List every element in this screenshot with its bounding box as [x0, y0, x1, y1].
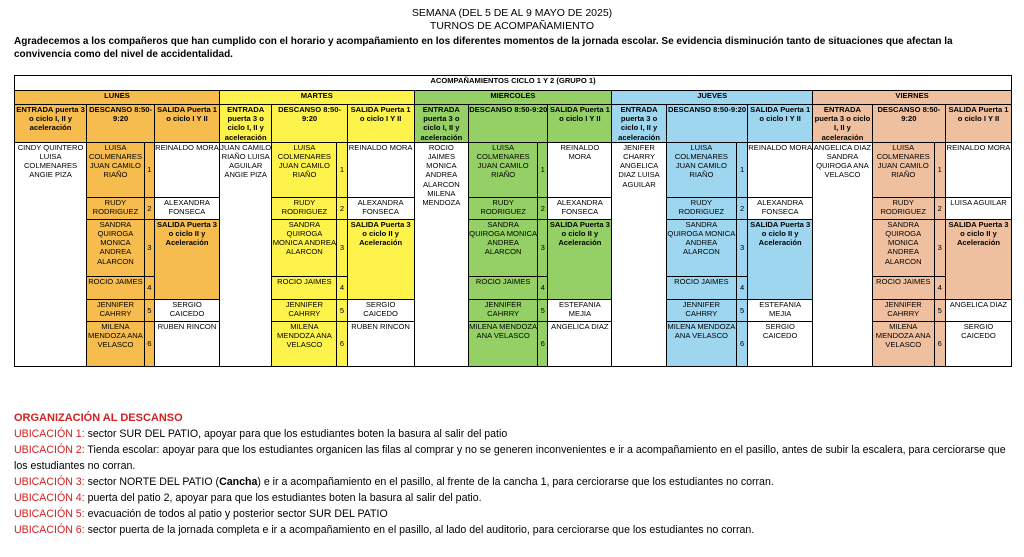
entrada-header: ENTRADA puerta 3 o ciclo I, II y aceleración [15, 105, 87, 143]
day-header-martes: MARTES [219, 91, 414, 105]
location-number: 1 [538, 142, 548, 197]
entrada-cell: JENIFER CHARRY ANGELICA DIAZ LUISA AGUILAR [612, 142, 667, 366]
location-label: UBICACIÓN 3: [14, 476, 85, 488]
location-number: 3 [144, 219, 154, 276]
salida-header: SALIDA Puerta 1 o ciclo I Y II [548, 105, 612, 143]
salida-header: SALIDA Puerta 1 o ciclo I Y II [347, 105, 414, 143]
descanso-header: DESCANSO 8:50-9:20 [666, 105, 747, 143]
day-header-jueves: JUEVES [612, 91, 813, 105]
salida-header: SALIDA Puerta 1 o ciclo I Y II [945, 105, 1011, 143]
descanso-cell: JENNIFER CAHRRY [872, 299, 934, 321]
descanso-cell: RUDY RODRIGUEZ [872, 197, 934, 219]
location-number: 3 [337, 219, 347, 276]
descanso-cell: ROCIO JAIMES [872, 276, 934, 299]
salida-cell: SALIDA Puerta 3 o ciclo II y Aceleración [748, 219, 813, 299]
location-number: 5 [337, 299, 347, 321]
day-header-viernes: VIERNES [813, 91, 1012, 105]
location-text: evacuación de todos al patio y posterior sector SUR DEL PATIO [87, 508, 388, 520]
descanso-cell: MILENA MENDOZA ANA VELASCO [272, 321, 337, 366]
entrada-cell: CINDY QUINTERO LUISA COLMENARES ANGIE PIZA [15, 142, 87, 366]
location-text: puerta del patio 2, apoyar para que los estudiantes boten la basura al salir del patio. [87, 492, 482, 504]
entrada-cell: JUAN CAMILO RIAÑO LUISA AGUILAR ANGIE PIZA [219, 142, 272, 366]
descanso-cell: RUDY RODRIGUEZ [469, 197, 538, 219]
location-3 [14, 474, 1014, 490]
descanso-header: DESCANSO 8:50-9:20 [272, 105, 347, 143]
location-number: 5 [538, 299, 548, 321]
location-number: 6 [736, 321, 747, 366]
descanso-header: DESCANSO 8:50-9:20 [87, 105, 155, 143]
salida-cell: SALIDA Puerta 3 o ciclo II y Aceleración [155, 219, 220, 299]
location-number: 6 [934, 321, 945, 366]
location-text: sector puerta de la jornada completa e ir a acompañamiento en el pasillo, al lado del auditorio, para cerciorarse que los estudiantes no corran. [87, 524, 755, 536]
salida-cell: REINALDO MORA [945, 142, 1011, 197]
entrada-header: ENTRADA puerta 3 o ciclo I, II y aceleración [813, 105, 873, 143]
salida-cell: ALEXANDRA FONSECA [155, 197, 220, 219]
salida-cell: SALIDA Puerta 3 o ciclo II y Aceleración [347, 219, 414, 299]
location-label: UBICACIÓN 6: [14, 524, 85, 536]
location-number: 3 [538, 219, 548, 276]
descanso-header: DESCANSO 8:50-9:20 [469, 105, 548, 143]
location-number: 2 [144, 197, 154, 219]
salida-cell: REINALDO MORA [155, 142, 220, 197]
location-number: 4 [538, 276, 548, 299]
salida-cell: RUBEN RINCON [155, 321, 220, 366]
organization-heading: ORGANIZACIÓN AL DESCANSO [14, 412, 183, 424]
descanso-cell: ROCIO JAIMES [469, 276, 538, 299]
entrada-cell: ROCIO JAIMES MONICA ANDREA ALARCON MILENA MENDOZA [414, 142, 469, 366]
location-number: 2 [736, 197, 747, 219]
salida-cell: SALIDA Puerta 3 o ciclo II y Aceleración [548, 219, 612, 299]
location-number: 1 [736, 142, 747, 197]
descanso-cell: SANDRA QUIROGA MONICA ANDREA ALARCON [87, 219, 145, 276]
day-header-miercoles: MIERCOLES [414, 91, 612, 105]
descanso-cell: SANDRA QUIROGA MONICA ANDREA ALARCON [272, 219, 337, 276]
salida-cell: ALEXANDRA FONSECA [748, 197, 813, 219]
salida-cell: REINALDO MORA [748, 142, 813, 197]
entrada-header: ENTRADA puerta 3 o ciclo I, II y aceleración [612, 105, 667, 143]
location-number: 5 [934, 299, 945, 321]
intro-text: Agradecemos a los compañeros que han cumplido con el horario y acompañamiento en los diferentes momentos de la jornada escolar. Se evidencia disminución tanto de situaciones que afectan la convivencia como del nivel de accidentalidad. [14, 36, 953, 60]
descanso-cell: ROCIO JAIMES [666, 276, 736, 299]
schedule-table [14, 75, 1012, 367]
descanso-cell: RUDY RODRIGUEZ [272, 197, 337, 219]
location-number: 2 [337, 197, 347, 219]
salida-cell: ALEXANDRA FONSECA [548, 197, 612, 219]
location-label: UBICACIÓN 2: [14, 444, 85, 456]
salida-cell: REINALDO MORA [548, 142, 612, 197]
descanso-cell: JENNIFER CAHRRY [272, 299, 337, 321]
descanso-cell: SANDRA QUIROGA MONICA ANDREA ALARCON [469, 219, 538, 276]
descanso-cell: RUDY RODRIGUEZ [666, 197, 736, 219]
entrada-header: ENTRADA puerta 3 o ciclo I, II y aceleración [414, 105, 469, 143]
location-number: 4 [736, 276, 747, 299]
salida-cell: ALEXANDRA FONSECA [347, 197, 414, 219]
location-5 [14, 506, 1014, 522]
descanso-cell: SANDRA QUIROGA MONICA ANDREA ALARCON [872, 219, 934, 276]
descanso-header: DESCANSO 8:50-9:20 [872, 105, 945, 143]
location-label: UBICACIÓN 1: [14, 428, 85, 440]
location-number: 2 [934, 197, 945, 219]
descanso-cell: ROCIO JAIMES [272, 276, 337, 299]
location-number: 6 [538, 321, 548, 366]
location-text-bold: Cancha [219, 476, 258, 488]
location-number: 1 [934, 142, 945, 197]
descanso-cell: ROCIO JAIMES [87, 276, 145, 299]
location-4 [14, 490, 1014, 506]
table-title: ACOMPAÑAMIENTOS CICLO 1 Y 2 (GRUPO 1) [15, 76, 1012, 91]
organization-section [14, 410, 1014, 538]
descanso-cell: LUISA COLMENARES JUAN CAMILO RIAÑO [87, 142, 145, 197]
salida-cell: SERGIO CAICEDO [748, 321, 813, 366]
location-number: 4 [144, 276, 154, 299]
salida-cell: ANGELICA DIAZ [548, 321, 612, 366]
salida-cell: SALIDA Puerta 3 o ciclo II y Aceleración [945, 219, 1011, 299]
descanso-cell: LUISA COLMENARES JUAN CAMILO RIAÑO [469, 142, 538, 197]
location-number: 1 [144, 142, 154, 197]
entrada-header: ENTRADA puerta 3 o ciclo I, II y aceleración [219, 105, 272, 143]
location-number: 6 [144, 321, 154, 366]
salida-header: SALIDA Puerta 1 o ciclo I Y II [155, 105, 220, 143]
location-number: 5 [736, 299, 747, 321]
week-title: SEMANA (DEL 5 DE AL 9 MAYO DE 2025) [411, 7, 613, 19]
location-number: 3 [736, 219, 747, 276]
descanso-cell: SANDRA QUIROGA MONICA ANDREA ALARCON [666, 219, 736, 276]
location-1 [14, 426, 1014, 442]
location-label: UBICACIÓN 5: [14, 508, 85, 520]
descanso-cell: MILENA MENDOZA ANA VELASCO [872, 321, 934, 366]
salida-cell: ANGELICA DIAZ [945, 299, 1011, 321]
salida-cell: SERGIO CAICEDO [155, 299, 220, 321]
location-text: Tienda escolar: apoyar para que los estudiantes organicen las filas al comprar y no se generen inconvenientes e ir a acompañamiento en el pasillo, antes de subir la escalera, para cerciorarse que los estudiantes no corran. [14, 444, 1006, 472]
subtitle: TURNOS DE ACOMPAÑAMIENTO [429, 20, 595, 32]
salida-cell: LUISA AGUILAR [945, 197, 1011, 219]
salida-cell: SERGIO CAICEDO [347, 299, 414, 321]
salida-cell: SERGIO CAICEDO [945, 321, 1011, 366]
location-number: 3 [934, 219, 945, 276]
salida-header: SALIDA Puerta 1 o ciclo I Y II [748, 105, 813, 143]
descanso-cell: MILENA MENDOZA ANA VELASCO [666, 321, 736, 366]
descanso-cell: LUISA COLMENARES JUAN CAMILO RIAÑO [872, 142, 934, 197]
salida-cell: REINALDO MORA [347, 142, 414, 197]
location-number: 1 [337, 142, 347, 197]
location-number: 6 [337, 321, 347, 366]
descanso-cell: MILENA MENDOZA ANA VELASCO [469, 321, 538, 366]
location-number: 4 [337, 276, 347, 299]
location-text: sector SUR DEL PATIO, apoyar para que los estudiantes boten la basura al salir del patio [87, 428, 508, 440]
salida-cell: ESTEFANIA MEJIA [748, 299, 813, 321]
descanso-cell: JENNIFER CAHRRY [469, 299, 538, 321]
location-2 [14, 442, 1014, 474]
location-label: UBICACIÓN 4: [14, 492, 85, 504]
descanso-cell: LUISA COLMENARES JUAN CAMILO RIAÑO [272, 142, 337, 197]
location-number: 5 [144, 299, 154, 321]
location-number: 4 [934, 276, 945, 299]
location-text: ) e ir a acompañamiento en el pasillo, al frente de la cancha 1, para cerciorarse que los estudiantes no corran. [257, 476, 774, 488]
descanso-cell: RUDY RODRIGUEZ [87, 197, 145, 219]
descanso-cell: MILENA MENDOZA ANA VELASCO [87, 321, 145, 366]
location-6 [14, 522, 1014, 538]
descanso-cell: JENNIFER CAHRRY [87, 299, 145, 321]
entrada-cell: ANGELICA DIAZ SANDRA QUIROGA ANA VELASCO [813, 142, 873, 366]
salida-cell: RUBEN RINCON [347, 321, 414, 366]
descanso-cell: LUISA COLMENARES JUAN CAMILO RIAÑO [666, 142, 736, 197]
location-number: 2 [538, 197, 548, 219]
day-header-lunes: LUNES [15, 91, 220, 105]
salida-cell: ESTEFANIA MEJIA [548, 299, 612, 321]
location-text: sector NORTE DEL PATIO ( [87, 476, 220, 488]
descanso-cell: JENNIFER CAHRRY [666, 299, 736, 321]
